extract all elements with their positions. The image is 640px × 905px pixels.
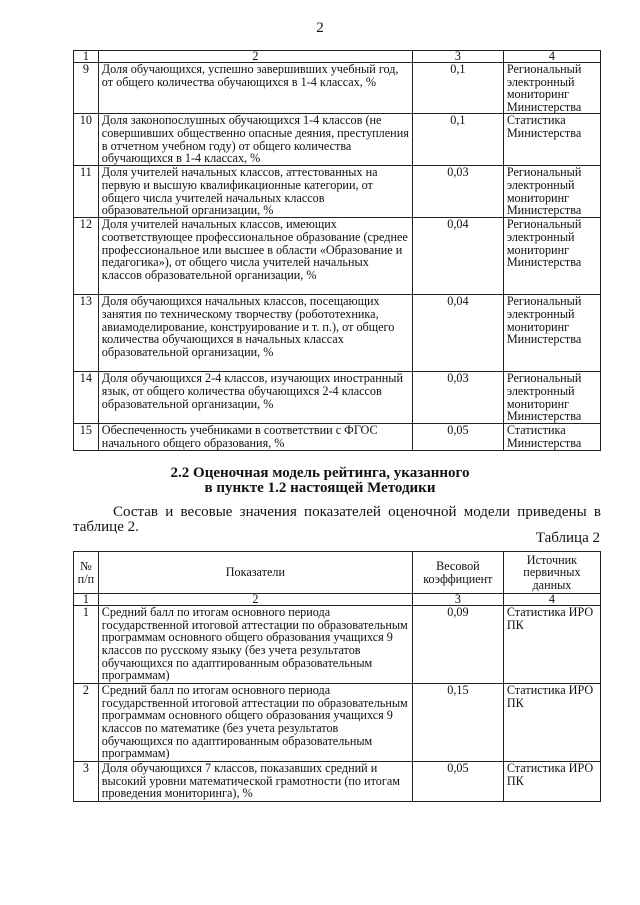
row-number: 13 [74,295,99,372]
row-number: 11 [74,166,99,218]
row-number: 15 [74,424,99,451]
col-number: 2 [98,594,412,606]
data-source: Статистика ИРО ПК [503,762,600,802]
table-row [74,684,601,762]
data-source: Статистика ИРО ПК [503,684,600,762]
col-number: 3 [412,51,503,63]
indicator-text: Доля обучающихся 2-4 классов, изучающих иностранный язык, от общего количества обучающихся 2-4 классов образовательной организации, % [98,372,412,424]
indicator-text: Доля обучающихся 7 классов, показавших средний и высокий уровни математической грамотности (по итогам проведения мониторинга), % [98,762,412,802]
indicator-text: Доля учителей начальных классов, аттестованных на первую и высшую квалификационные категории, от общего числа учителей начальных классов образовательной организации, % [98,166,412,218]
data-source: Статистика ИРО ПК [503,606,600,684]
table-row [74,63,601,114]
header-indicators: Показатели [98,552,412,594]
data-source: Статистика Министерства [503,424,600,451]
data-source: Региональный электронный мониторинг Министерства [503,372,600,424]
indicators-table-1 [73,50,601,451]
header-number: № п/п [74,552,99,594]
table-row [74,372,601,424]
header-weight: Весовой коэффициент [412,552,503,594]
weight-value: 0,04 [412,218,503,295]
table-row [74,218,601,295]
row-number: 3 [74,762,99,802]
table-row [74,114,601,166]
data-source: Региональный электронный мониторинг Министерства [503,166,600,218]
section-heading-line: 2.2 Оценочная модель рейтинга, указанного [170,465,470,481]
weight-value: 0,05 [412,762,503,802]
indicator-text: Обеспеченность учебниками в соответствии с ФГОС начального общего образования, % [98,424,412,451]
row-number: 1 [74,606,99,684]
indicator-text: Доля обучающихся, успешно завершивших учебный год, от общего количества обучающихся в 1-4 классах, % [98,63,412,114]
indicator-text: Доля учителей начальных классов, имеющих соответствующее профессиональное образование (среднее профессиональное или высшее в области «Образование и педагогика»), от общего числа учителей начальных классов образовательной организации, % [98,218,412,295]
table-row [74,295,601,372]
indicator-text: Доля обучающихся начальных классов, посещающих занятия по техническому творчеству (робототехника, авиамоделирование, конструирование и т. п.), от общего количества обучающихся в начальных классах образовательной организации, % [98,295,412,372]
indicator-text: Средний балл по итогам основного периода государственной итоговой аттестации по образовательным программам основного общего образования учащихся 9 классов по русскому языку (без учета результатов обучающихся по адаптированным образовательным программам) [98,606,412,684]
section-heading [0,466,640,496]
weight-value: 0,1 [412,63,503,114]
page-number: 2 [316,20,324,36]
col-number: 1 [74,594,99,606]
indicator-text: Доля законопослушных обучающихся 1-4 классов (не совершивших общественно опасные деяния, преступления в отчетном учебном году) от общего количества обучающихся в 1-4 классах, % [98,114,412,166]
col-number: 3 [412,594,503,606]
data-source: Региональный электронный мониторинг Министерства [503,295,600,372]
column-number-row [74,594,601,606]
weight-value: 0,1 [412,114,503,166]
col-number: 4 [503,51,600,63]
table-row [74,606,601,684]
data-source: Региональный электронный мониторинг Министерства [503,63,600,114]
weight-value: 0,15 [412,684,503,762]
row-number: 10 [74,114,99,166]
indicator-text: Средний балл по итогам основного периода государственной итоговой аттестации по образовательным программам основного общего образования учащихся 9 классов по математике (без учета результатов обучающихся по адаптированным образовательным программам) [98,684,412,762]
section-paragraph: Состав и весовые значения показателей оценочной модели приведены в таблице 2. [73,504,601,535]
table-caption: Таблица 2 [535,530,600,546]
weight-value: 0,03 [412,166,503,218]
weight-value: 0,04 [412,295,503,372]
data-source: Региональный электронный мониторинг Министерства [503,218,600,295]
col-number: 4 [503,594,600,606]
col-number: 2 [98,51,412,63]
data-source: Статистика Министерства [503,114,600,166]
table-row [74,424,601,451]
header-source: Источник первичных данных [503,552,600,594]
section-heading-line: в пункте 1.2 настоящей Методики [204,480,436,496]
table-row [74,166,601,218]
table-header-row [74,552,601,594]
weight-value: 0,09 [412,606,503,684]
row-number: 9 [74,63,99,114]
table-row [74,762,601,802]
weight-value: 0,03 [412,372,503,424]
indicators-table-2 [73,551,601,802]
row-number: 2 [74,684,99,762]
column-number-row [74,51,601,63]
row-number: 12 [74,218,99,295]
weight-value: 0,05 [412,424,503,451]
row-number: 14 [74,372,99,424]
col-number: 1 [74,51,99,63]
